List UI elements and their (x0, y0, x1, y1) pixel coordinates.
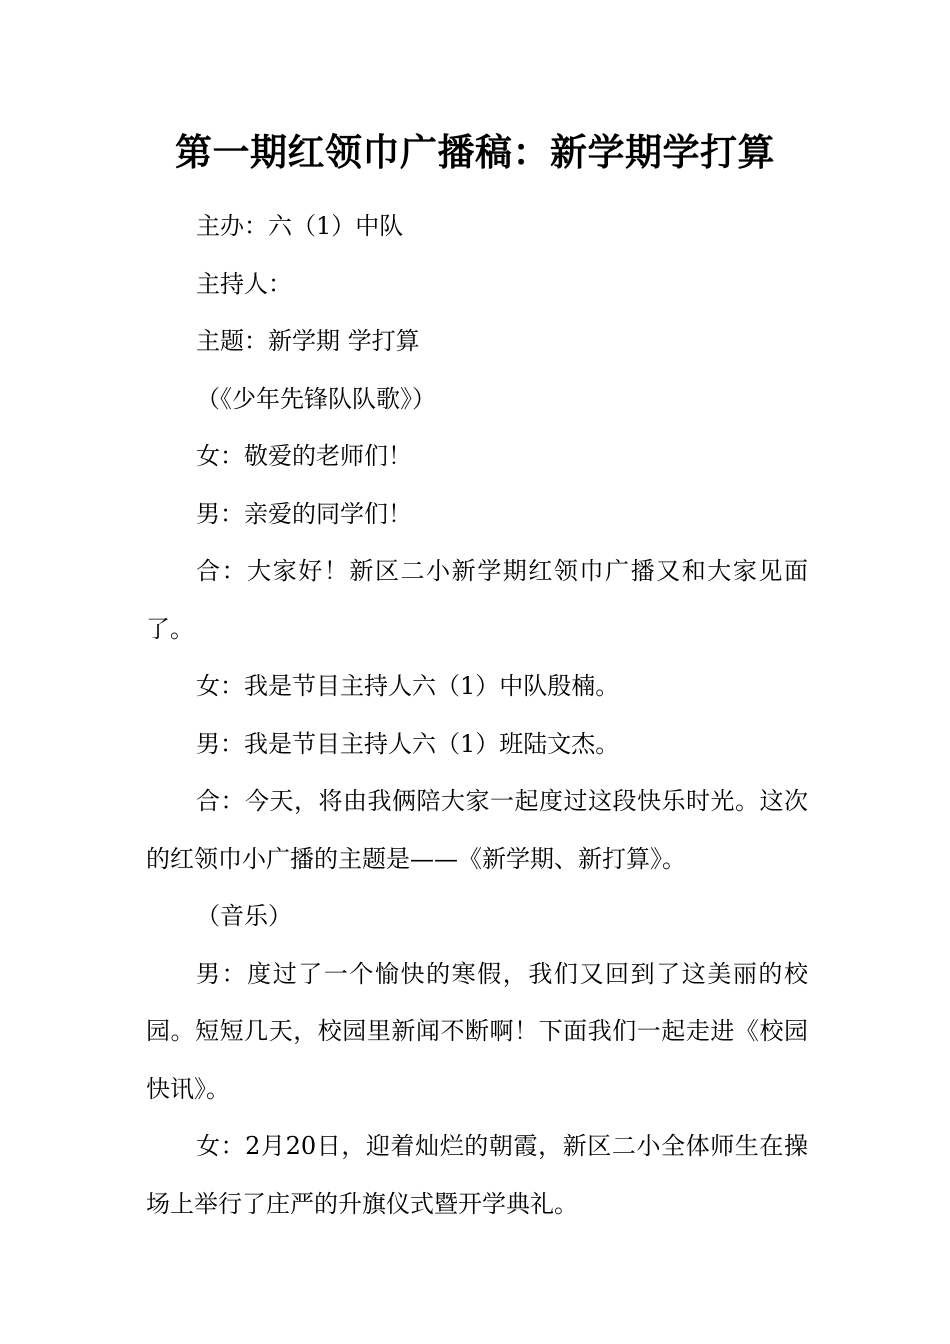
paragraph-line: 男：亲爱的同学们！ (196, 499, 412, 528)
paragraph-host: 主持人： (196, 269, 292, 298)
document-body (146, 198, 808, 1233)
paragraph-line: 男：度过了一个愉快的寒假，我们又回到了这美丽的校园。短短几天，校园里新闻不断啊！下面我们一起走进《校园快讯》。 (146, 959, 808, 1103)
paragraph-theme: 主题：新学期 学打算 (196, 327, 420, 355)
paragraph-organizer: 主办：六（1）中队 (196, 212, 404, 240)
paragraph-line: 合：大家好！新区二小新学期红领巾广播又和大家见面了。 (146, 557, 808, 643)
paragraph-line: 女：我是节目主持人六（1）中队殷楠。 (196, 672, 620, 700)
paragraph-music: （音乐） (196, 902, 292, 930)
paragraph-line: 女：敬爱的老师们！ (196, 442, 412, 470)
paragraph-song: （《少年先锋队队歌》） (196, 384, 436, 413)
document-title: 第一期红领巾广播稿：新学期学打算 (175, 130, 775, 174)
paragraph-line: 合：今天，将由我俩陪大家一起度过这段快乐时光。这次的红领巾小广播的主题是——《新学期、新打算》。 (146, 787, 808, 873)
paragraph-line: 男：我是节目主持人六（1）班陆文杰。 (196, 729, 620, 758)
paragraph-line: 女：2月20日，迎着灿烂的朝霞，新区二小全体师生在操场上举行了庄严的升旗仪式暨开学典礼。 (146, 1132, 808, 1218)
